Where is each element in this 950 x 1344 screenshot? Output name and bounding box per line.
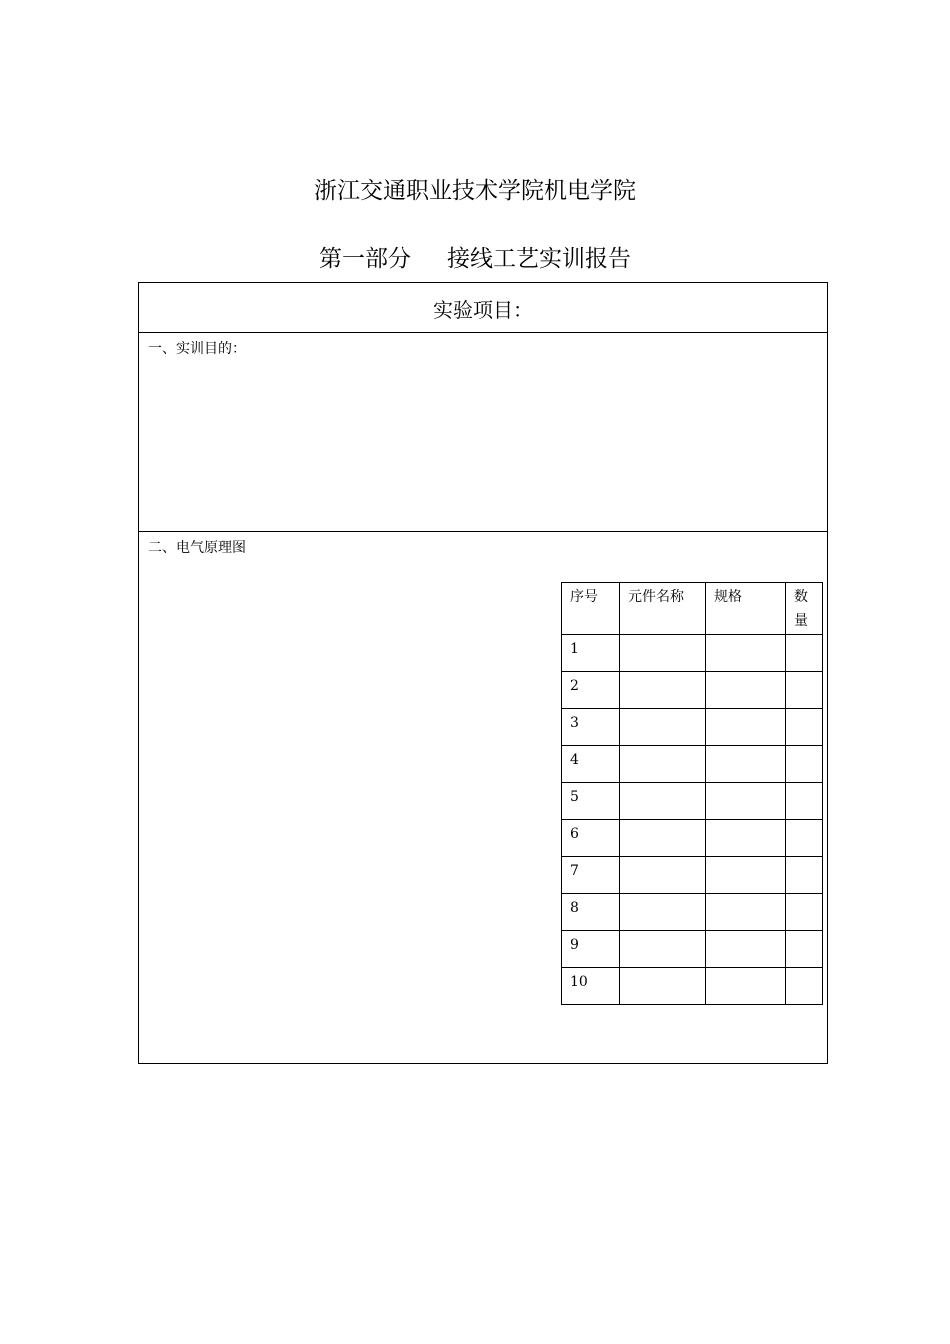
cell-spec[interactable] — [706, 709, 786, 746]
cell-qty[interactable] — [786, 635, 823, 672]
cell-spec[interactable] — [706, 635, 786, 672]
cell-no: 5 — [562, 783, 620, 820]
cell-spec[interactable] — [706, 931, 786, 968]
report-form — [138, 282, 828, 1064]
cell-spec[interactable] — [706, 672, 786, 709]
parts-table — [561, 582, 823, 1005]
table-row — [562, 857, 823, 894]
cell-no: 2 — [562, 672, 620, 709]
col-header-spec: 规格 — [706, 583, 786, 635]
project-row[interactable] — [139, 283, 827, 333]
cell-qty[interactable] — [786, 783, 823, 820]
cell-no: 3 — [562, 709, 620, 746]
col-header-qty: 数量 — [786, 583, 823, 635]
cell-spec[interactable] — [706, 857, 786, 894]
cell-qty[interactable] — [786, 968, 823, 1005]
col-header-no: 序号 — [562, 583, 620, 635]
cell-name[interactable] — [620, 968, 706, 1005]
cell-qty[interactable] — [786, 672, 823, 709]
cell-no: 4 — [562, 746, 620, 783]
table-row — [562, 783, 823, 820]
diagram-section[interactable] — [139, 532, 827, 1063]
diagram-label: 二、电气原理图 — [148, 540, 246, 556]
cell-name[interactable] — [620, 931, 706, 968]
cell-name[interactable] — [620, 894, 706, 931]
cell-spec[interactable] — [706, 968, 786, 1005]
cell-no: 1 — [562, 635, 620, 672]
cell-no: 7 — [562, 857, 620, 894]
part-label: 第一部分 — [319, 246, 411, 272]
purpose-section[interactable] — [139, 333, 827, 532]
cell-qty[interactable] — [786, 820, 823, 857]
cell-name[interactable] — [620, 746, 706, 783]
cell-qty[interactable] — [786, 894, 823, 931]
table-row — [562, 635, 823, 672]
cell-spec[interactable] — [706, 783, 786, 820]
cell-qty[interactable] — [786, 857, 823, 894]
table-row — [562, 968, 823, 1005]
table-row — [562, 931, 823, 968]
document-subtitle — [0, 244, 950, 274]
cell-no: 6 — [562, 820, 620, 857]
col-header-name: 元件名称 — [620, 583, 706, 635]
parts-table-header — [562, 583, 823, 635]
cell-name[interactable] — [620, 672, 706, 709]
cell-name[interactable] — [620, 783, 706, 820]
cell-no: 10 — [562, 968, 620, 1005]
cell-spec[interactable] — [706, 746, 786, 783]
cell-no: 8 — [562, 894, 620, 931]
document-title: 浙江交通职业技术学院机电学院 — [314, 178, 636, 204]
cell-name[interactable] — [620, 857, 706, 894]
cell-qty[interactable] — [786, 931, 823, 968]
purpose-label: 一、实训目的： — [148, 341, 246, 357]
table-row — [562, 894, 823, 931]
cell-qty[interactable] — [786, 746, 823, 783]
cell-name[interactable] — [620, 635, 706, 672]
project-label: 实验项目： — [433, 298, 533, 322]
report-title: 接线工艺实训报告 — [447, 246, 631, 272]
table-row — [562, 672, 823, 709]
cell-spec[interactable] — [706, 820, 786, 857]
cell-spec[interactable] — [706, 894, 786, 931]
cell-no: 9 — [562, 931, 620, 968]
cell-name[interactable] — [620, 709, 706, 746]
table-row — [562, 709, 823, 746]
table-row — [562, 746, 823, 783]
cell-qty[interactable] — [786, 709, 823, 746]
table-row — [562, 820, 823, 857]
cell-name[interactable] — [620, 820, 706, 857]
